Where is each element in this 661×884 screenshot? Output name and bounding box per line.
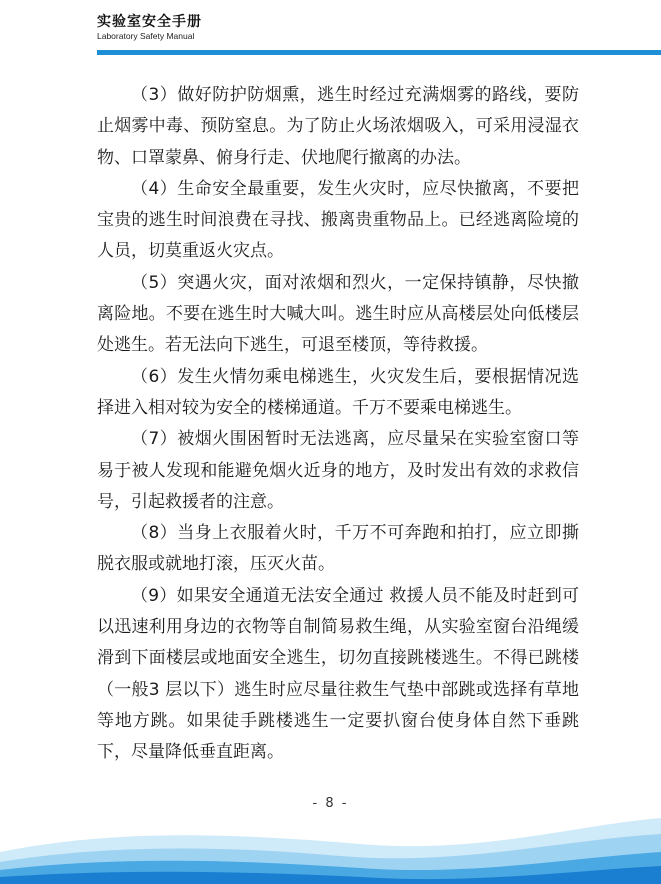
footer-wave-decoration — [0, 804, 661, 884]
paragraph-4: （4）生命安全最重要，发生火灾时，应尽快撤离，不要把宝贵的逃生时间浪费在寻找、搬离贵重物品上。已经逃离险境的人员，切莫重返火灾点。 — [97, 178, 579, 262]
header-rule — [97, 50, 661, 55]
page-number: - 8 - — [312, 796, 349, 811]
paragraph-7: （7）被烟火围困暂时无法逃离，应尽量呆在实验室窗口等易于被人发现和能避免烟火近身的地方，及时发出有效的求救信号，引起救援者的注意。 — [97, 429, 579, 512]
page-header — [0, 0, 661, 60]
manual-subtitle: Laboratory Safety Manual — [97, 31, 195, 41]
paragraph-5: （5）突遇火灾，面对浓烟和烈火，一定保持镇静，尽快撤离险地。不要在逃生时大喊大叫。逃生时应从高楼层处向低楼层处逃生。若无法向下逃生，可退至楼顶，等待救援。 — [97, 272, 579, 356]
paragraph-6: （6）发生火情勿乘电梯逃生，火灾发生后，要根据情况选择进入相对较为安全的楼梯通道。千万不要乘电梯逃生。 — [97, 366, 579, 418]
manual-title: 实验室安全手册 — [97, 14, 202, 30]
paragraph-3: （3）做好防护防烟熏，逃生时经过充满烟雾的路线，要防止烟雾中毒、预防窒息。为了防止火场浓烟吸入，可采用浸湿衣物、口罩蒙鼻、俯身行走、伏地爬行撤离的办法。 — [97, 85, 579, 168]
body-text — [97, 80, 579, 769]
paragraph-8: （8）当身上衣服着火时，千万不可奔跑和拍打，应立即撕脱衣服或就地打滚，压灭火苗。 — [97, 523, 579, 575]
paragraph-9: （9）如果安全通道无法安全通过 救援人员不能及时赶到可以迅速利用身边的衣物等自制简易救生绳，从实验室窗台沿绳缓滑到下面楼层或地面安全逃生，切勿直接跳楼逃生。不得已跳楼（一般3 层以下）逃生时应尽量往救生气垫中部跳或选择有草地等地方跳。如果徒手跳楼逃生一定要扒窗台使身体自然下垂跳下，尽量降低垂直距离。 — [97, 585, 579, 763]
